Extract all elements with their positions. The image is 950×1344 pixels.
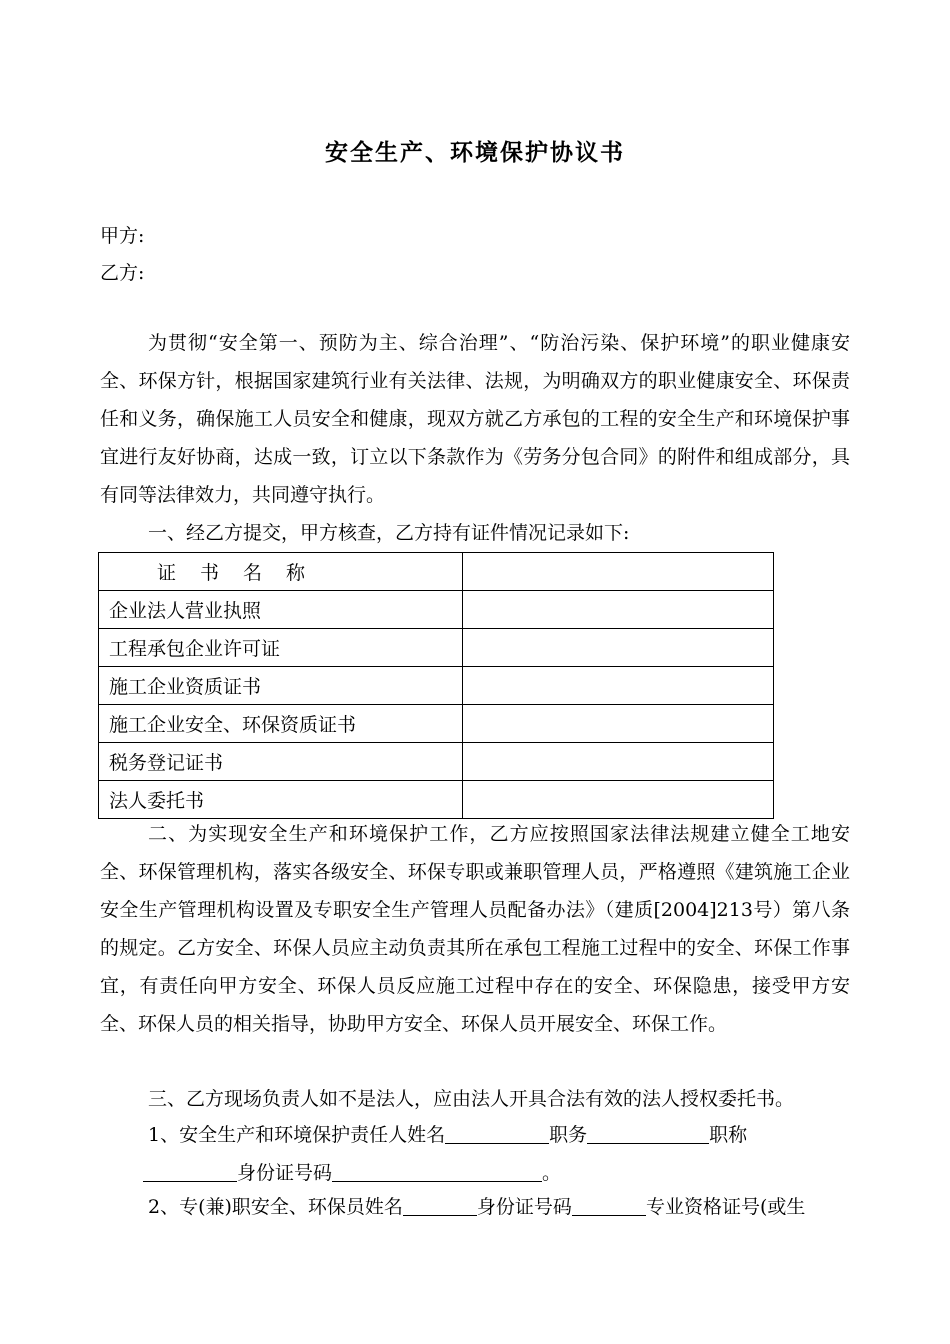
id-blank[interactable] (332, 1159, 542, 1182)
table-row (99, 667, 774, 705)
item-1-line-2 (143, 1154, 561, 1192)
table-cell-empty (463, 781, 774, 819)
item-1-end: 。 (542, 1162, 562, 1184)
table-row (99, 743, 774, 781)
name-blank[interactable] (445, 1121, 549, 1144)
certificate-table (98, 552, 774, 819)
table-cell-label: 企业法人营业执照 (99, 591, 463, 629)
table-row (99, 705, 774, 743)
table-cell-empty (463, 591, 774, 629)
item-1-name-label: 1、安全生产和环境保护责任人姓名 (148, 1124, 446, 1146)
item-2-line (148, 1188, 805, 1226)
table-row (99, 591, 774, 629)
clause-3: 三、乙方现场负责人如不是法人，应由法人开具合法有效的法人授权委托书。 (148, 1088, 795, 1110)
table-header-row (99, 553, 774, 591)
item-2-id-label: 身份证号码 (476, 1196, 572, 1218)
table-row (99, 629, 774, 667)
table-header-cell: 证书名称 (99, 553, 463, 591)
table-cell-empty (463, 553, 774, 591)
table-cell-empty (463, 743, 774, 781)
table-cell-label: 法人委托书 (99, 781, 463, 819)
staff-name-blank[interactable] (403, 1193, 477, 1216)
table-row (99, 781, 774, 819)
clause-2: 二、为实现安全生产和环境保护工作，乙方应按照国家法律法规建立健全工地安全、环保管理机构，落实各级安全、环保专职或兼职管理人员，严格遵照《建筑施工企业安全生产管理机构设置及专职安全生产管理人员配备办法》（建质[2004]213号）第八条的规定。乙方安全、环保人员应主动负责其所在承包工程施工过程中的安全、环保工作事宜，有责任向甲方安全、环保人员反应施工过程中存在的安全、环保隐患，接受甲方安全、环保人员的相关指导，协助甲方安全、环保人员开展安全、环保工作。 (100, 823, 850, 1035)
table-cell-label: 税务登记证书 (99, 743, 463, 781)
table-cell-label: 施工企业资质证书 (99, 667, 463, 705)
item-1-line-1 (148, 1116, 747, 1154)
item-1-title-label: 职称 (709, 1124, 748, 1146)
item-2-cert-label: 专业资格证号(或生 (645, 1196, 806, 1218)
document-title: 安全生产、环境保护协议书 (325, 140, 625, 166)
table-cell-empty (463, 705, 774, 743)
item-2-name-label: 2、专(兼)职安全、环保员姓名 (148, 1196, 403, 1218)
table-cell-empty (463, 629, 774, 667)
party-a-label: 甲方: (100, 225, 145, 247)
clause-1: 一、经乙方提交，甲方核查，乙方持有证件情况记录如下: (148, 522, 630, 544)
item-1-post-label: 职务 (549, 1124, 588, 1146)
table-cell-empty (463, 667, 774, 705)
table-cell-label: 施工企业安全、环保资质证书 (99, 705, 463, 743)
item-1-id-label: 身份证号码 (237, 1162, 333, 1184)
intro-paragraph: 为贯彻“安全第一、预防为主、综合治理”、“防治污染、保护环境”的职业健康安全、环保方针，根据国家建筑行业有关法律、法规，为明确双方的职业健康安全、环保责任和义务，确保施工人员安全和健康，现双方就乙方承包的工程的安全生产和环境保护事宜进行友好协商，达成一致，订立以下条款作为《劳务分包合同》的附件和组成部分，具有同等法律效力，共同遵守执行。 (100, 332, 850, 506)
post-blank[interactable] (587, 1121, 709, 1144)
staff-id-blank[interactable] (572, 1193, 646, 1216)
party-b-label: 乙方: (100, 262, 145, 284)
title-blank[interactable] (143, 1159, 237, 1182)
table-cell-label: 工程承包企业许可证 (99, 629, 463, 667)
